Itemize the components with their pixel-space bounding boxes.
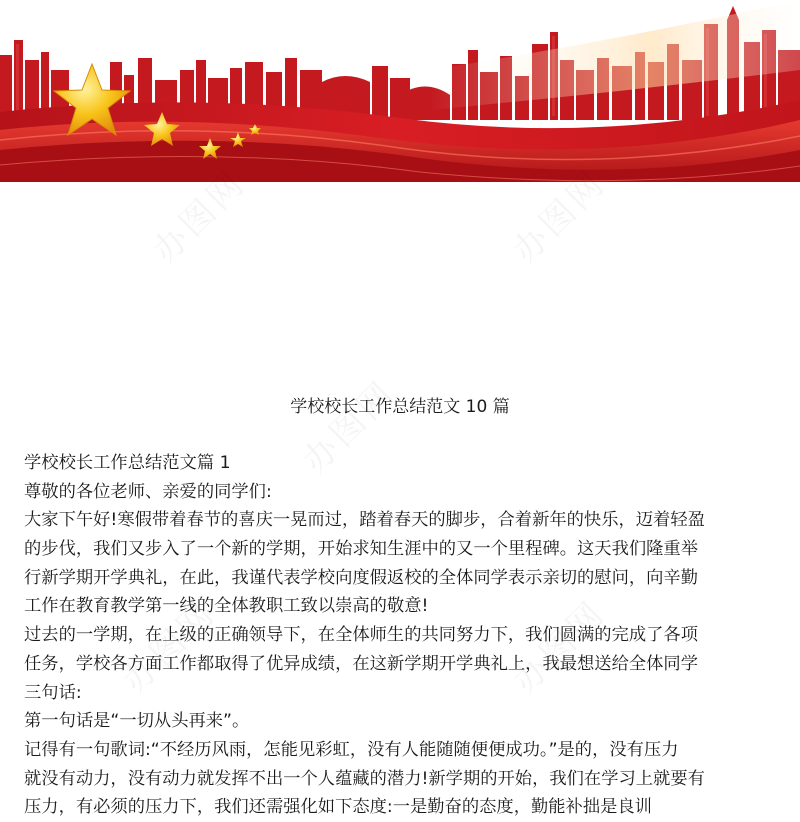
paragraph-line: 过去的一学期，在上级的正确领导下，在全体师生的共同努力下，我们圆满的完成了各项 [24, 625, 698, 646]
paragraph-line: 尊敬的各位老师、亲爱的同学们: [24, 481, 272, 502]
paragraph-line: 记得有一句歌词:“不经历风雨，怎能见彩虹，没有人能随随便便成功。”是的，没有压力 [24, 739, 679, 760]
banner-skyline-stars [0, 0, 800, 190]
paragraph-line: 行新学期开学典礼，在此，我谨代表学校向度假返校的全体同学表示亲切的慰问，向辛勤 [24, 567, 698, 588]
paragraph-line: 三句话: [24, 682, 82, 703]
paragraph-line: 任务，学校各方面工作都取得了优异成绩，在这新学期开学典礼上，我最想送给全体同学 [24, 653, 698, 674]
paragraph-line: 工作在教育教学第一线的全体教职工致以崇高的敬意! [24, 596, 429, 617]
paragraph-line: 就没有动力，没有动力就发挥不出一个人蕴藏的潜力!新学期的开始，我们在学习上就要有 [24, 768, 705, 789]
paragraph-line: 学校校长工作总结范文篇 1 [24, 453, 231, 473]
paragraph-line: 第一句话是“一切从头再来”。 [24, 711, 250, 732]
paragraph-line: 的步伐，我们又步入了一个新的学期，开始求知生涯中的又一个里程碑。这天我们隆重举 [24, 539, 698, 560]
document-body [24, 449, 780, 822]
paragraph-line: 压力，有必须的压力下，我们还需强化如下态度:一是勤奋的态度，勤能补拙是良训 [24, 797, 652, 818]
document-title: 学校校长工作总结范文 10 篇 [290, 397, 510, 417]
paragraph-line: 大家下午好!寒假带着春节的喜庆一晃而过，踏着春天的脚步，合着新年的快乐，迈着轻盈 [24, 510, 705, 531]
